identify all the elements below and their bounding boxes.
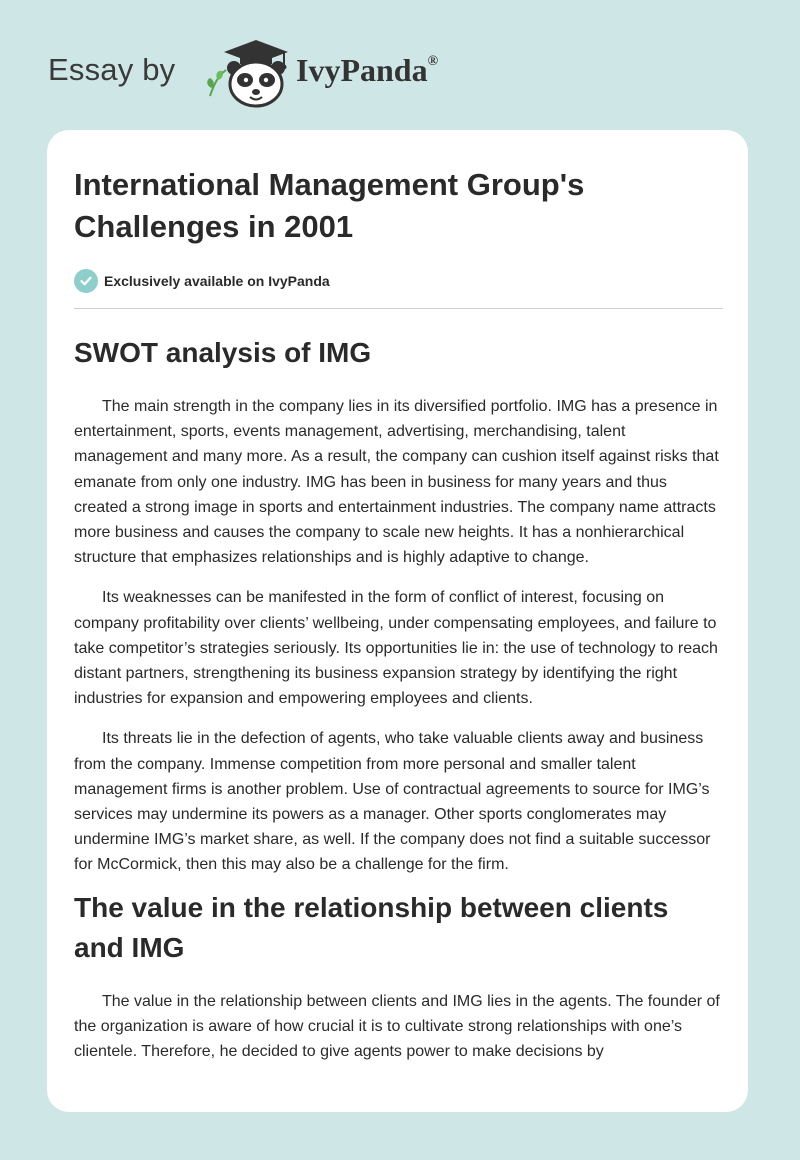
page-title: International Management Group's Challenges in 2001 [74,167,585,244]
essay-content [74,164,723,1064]
paragraph: Its threats lie in the defection of agents, who take valuable clients away and business from the company. Immense competition from more personal and smaller talent management firms is another problem. Use of contractual agreements to source for IMG’s services may undermine its powers as a manager. Other sports conglomerates may undermine IMG’s market share, as well. If the company does not find a suitable successor for McCormick, then this may also be a challenge for the firm. [74,730,711,874]
divider [74,308,723,309]
section-heading-value: The value in the relationship between clients and IMG [74,891,669,963]
paragraph: The main strength in the company lies in its diversified portfolio. IMG has a presence in entertainment, sports, events management, advertising, merchandising, talent management and many more. As a result, the company can cushion itself against risks that emanate from only one industry. IMG has been in business for many years and thus created a strong image in sports and entertainment industries. The company name attracts more business and causes the company to scale new heights. It has a nonhierarchical structure that emphasizes relationships and is highly adaptive to change. [74,398,719,567]
essay-card [47,130,748,1112]
brand-name[interactable]: IvyPanda® [296,52,439,88]
ivypanda-logo-icon [204,36,292,108]
brand-header [48,32,508,112]
exclusive-label: Exclusively available on IvyPanda [104,273,330,289]
check-icon [74,269,98,293]
section-heading-swot: SWOT analysis of IMG [74,337,372,368]
paragraph: Its weaknesses can be manifested in the form of conflict of interest, focusing on company profitability over clients’ wellbeing, under compensating employees, and failure to take competitor’s strategies seriously. Its opportunities lie in: the use of technology to reach distant partners, strengthening its business expansion strategy by identifying the right industries for expansion and empowering employees and clients. [74,589,718,708]
paragraph: The value in the relationship between clients and IMG lies in the agents. The founder of the organization is aware of how crucial it is to cultivate strong relationships with one’s clientele. Therefore, he decided to give agents power to make decisions by [74,992,720,1061]
exclusive-badge [74,266,723,296]
essay-by-label: Essay by [48,52,176,87]
